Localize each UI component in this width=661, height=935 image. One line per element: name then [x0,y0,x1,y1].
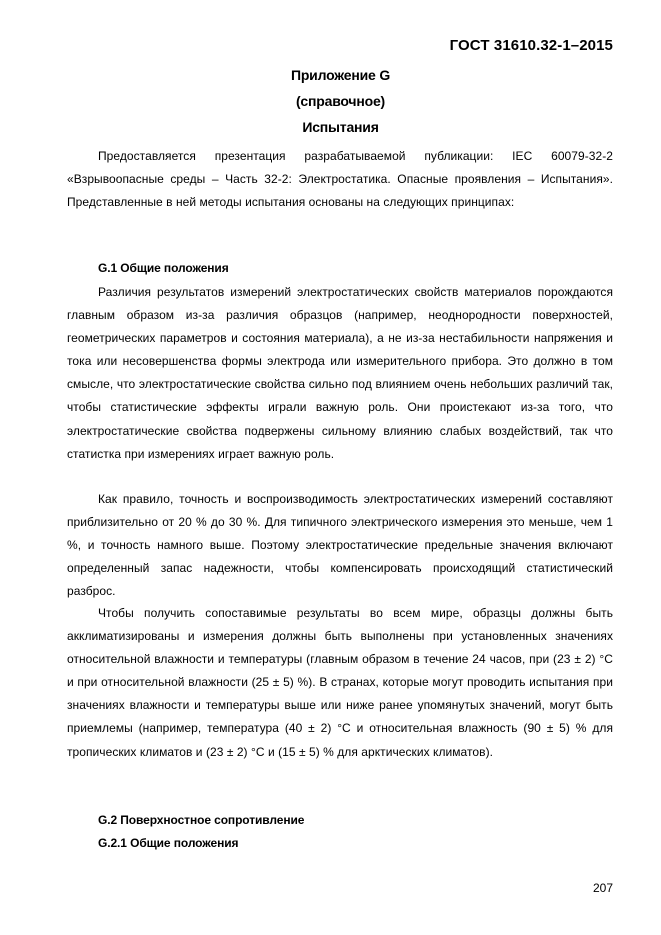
section-heading-g1: G.1 Общие положения [98,261,229,275]
appendix-title: Приложение G [290,67,391,83]
page-number: 207 [592,881,613,895]
intro-paragraph: Предоставляется презентация разрабатываемой публикации: IEC 60079-32-2 «Взрывоопасные среды – Часть 32-2: Электростатика. Опасные проявления – Испытания». Представленные в ней методы испытания основаны на следующих принципах: [67,149,613,210]
section-subheading-g2-1: G.2.1 Общие положения [98,836,239,850]
paragraph-g1-2: Как правило, точность и воспроизводимость электростатических измерений составляют приблизительно от 20 % до 30 %. Для типичного электрического измерения это меньше, чем 1 %, и точность намного выше. Поэтому электростатические предельные значения включают определенный запас надежности, чтобы компенсировать происходящий статистический разброс. [67,492,613,599]
section-heading-g2: G.2 Поверхностное сопротивление [98,813,305,827]
appendix-subject: Испытания [302,119,379,135]
standard-designation: ГОСТ 31610.32-1–2015 [449,37,613,54]
paragraph-g1-1: Различия результатов измерений электростатических свойств материалов порождаются главным образом из-за различия образцов (например, неоднородности поверхностей, геометрических параметров и состояния материала), а не из-за нестабильности напряжения и тока или несовершенства формы электрода или измерительного прибора. Это должно в том смысле, что электростатические свойства сильно под влиянием очень небольших различий так, чтобы статистические эффекты играли важную роль. Они проистекают из-за того, что электростатические свойства подвержены сильному влиянию слабых воздействий, так что статистка при измерениях играет важную роль. [67,285,613,461]
paragraph-g1-3: Чтобы получить сопоставимые результаты во всем мире, образцы должны быть акклиматизированы и измерения должны быть выполнены при установленных значениях относительной влажности и температуры (главным образом в течение 24 часов, при (23 ± 2) °С и при относительной влажности (25 ± 5) %). В странах, которые могут проводить испытания при значениях влажности и температуры выше или ниже ранее упомянутых значений, могут быть приемлемы (например, температура (40 ± 2) °С и относительная влажность (90 ± 5) % для тропических климатов и (23 ± 2) °С и (15 ± 5) % для арктических климатов). [67,606,613,759]
appendix-type: (справочное) [295,93,386,109]
